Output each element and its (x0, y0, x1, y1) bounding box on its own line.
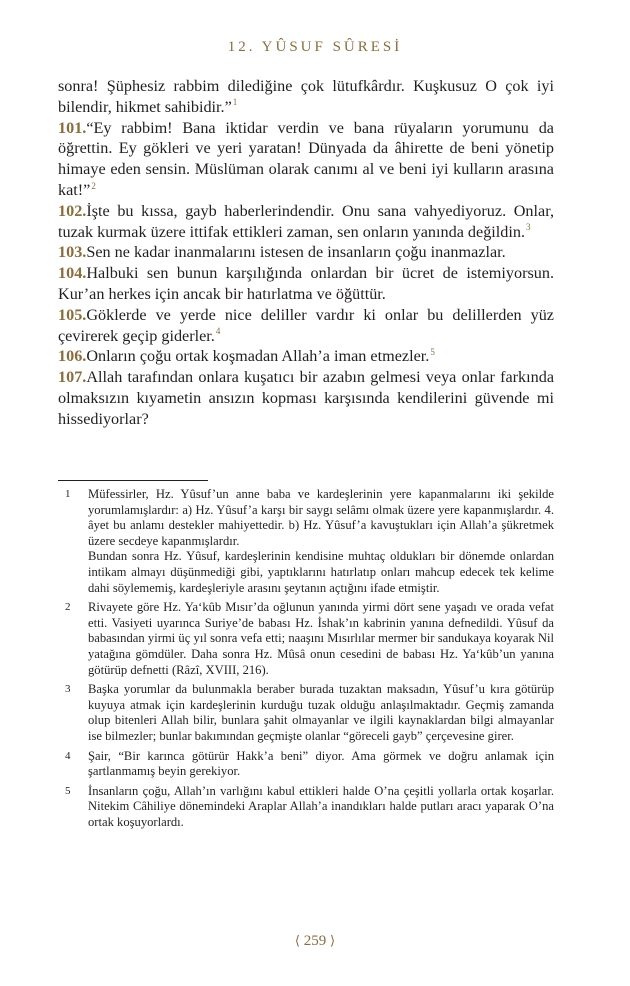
footnote (58, 487, 554, 596)
page-footer (0, 933, 630, 950)
ornament-right-icon: ⟩ (330, 933, 336, 948)
verse-number: 106. (58, 347, 87, 366)
verse-text: Halbuki sen bunun karşılığında onlardan bir ücret de istemiyorsun. Kur’an herkes için ancak bir hatırlatma ve öğüttür. (58, 264, 554, 303)
footnote-reference: 5 (430, 346, 435, 357)
verse (58, 242, 554, 263)
verse-number: 104. (58, 264, 87, 283)
footnote-number: 1 (65, 488, 71, 500)
footnote-text: Bundan sonra Hz. Yûsuf, kardeşlerinin kendisine muhtaç oldukları bir dönemde onlardan intikam almayı düşünmediği gibi, yaptıklarını hatırlatıp onları mahcup edecek tek kelime dahi söylememiş, kardeşleriyle arasını şeytanın açtığını ifade etmiştir. (88, 549, 554, 595)
footnote-number: 3 (65, 683, 71, 696)
footnote-reference: 4 (215, 326, 221, 337)
footnote-text: Rivayete göre Hz. Ya‘kûb Mısır’da oğlunun yanında yirmi dört sene yaşadı ve orada vefat etti. Vasiyeti uyarınca Suriye’de babası Hz. İshak’ın kabrinin yanına defnedildi. Yûsuf da babasından yirmi üç yıl sonra vefa etti; naaşını Mısırlılar mermer bir sandukaya koyarak Nil yatağına gömdüler. Daha sonra Hz. Mûsâ onun cesedini de babası Hz. Ya‘kûb’un yanına götürüp defnetti (Râzî, XVIII, 216). (88, 600, 554, 677)
footnotes (58, 487, 554, 834)
verse-text: “Ey rabbim! Bana iktidar verdin ve bana rüyaların yorumunu da öğrettin. Ey gökleri ve yeri yaratan! Dünyada da âhirette de beni yönetip himaye eden sensin. Müslüman olarak canımı al ve beni iyi kulların arasına kat!” (58, 118, 554, 199)
verse-number: 102. (58, 201, 87, 220)
running-header: 12. YÛSUF SÛRESİ (227, 39, 403, 55)
verse-text: İşte bu kıssa, gayb haberlerindendir. Onu sana vahyediyoruz. Onlar, tuzak kurmak üzere ittifak ettikleri zaman, sen onların yanında değildin. (58, 201, 554, 241)
footnote-number: 4 (65, 749, 71, 762)
footnote (58, 682, 554, 744)
footnote-separator (58, 480, 208, 481)
verse-text: Allah tarafından onlara kuşatıcı bir azabın gelmesi veya onlar farkında olmaksızın kıyametin ansızın kopması karşısında kendilerini güvende mi hissediyorlar? (58, 368, 554, 428)
verse-text: Göklerde ve yerde nice deliller vardır ki onlar bu delillerden yüz çevirerek geçip giderler. (58, 305, 554, 345)
footnote (58, 749, 554, 780)
footnote-text: Şair, “Bir karınca götürür Hakk’a beni” diyor. Ama görmek ve doğru anlamak için şartlanmamış beyin gerekiyor. (88, 748, 554, 779)
verse-number: 107. (58, 368, 87, 387)
footnote-number: 2 (65, 601, 71, 614)
ornament-left-icon: ⟨ (294, 933, 300, 948)
verse-text: sonra! Şüphesiz rabbim dilediğine çok lütufkârdır. Kuşkusuz O çok iyi bilendir, hikmet sahibidir.” (58, 77, 554, 116)
footnote (58, 600, 554, 678)
footnote-text: İnsanların çoğu, Allah’ın varlığını kabul ettikleri halde O’na çeşitli yollarla ortak koşarlar. Nitekim Câhiliye dönemindeki Araplar Allah’a inandıkları halde putları aracı yaparak O’na ortak koşuyorlardı. (88, 783, 554, 829)
verse (58, 263, 554, 305)
verse (58, 118, 554, 201)
footnote-reference: 3 (526, 222, 531, 233)
verse-number: 101. (58, 118, 87, 137)
verse-number: 105. (58, 305, 87, 324)
footnote-text: Müfessirler, Hz. Yûsuf’un anne baba ve kardeşlerinin yere kapanmalarını iki şekilde yorumlamışlardır: a) Hz. Yûsuf’a karşı bir saygı selâmı olmak üzere yere kapanmışlardır. 4. âyet bu anlamı destekler mahiyettedir. b) Hz. Yûsuf’a kavuştukları için Allah’a şükretmek üzere secdeye kapanmışlardır. (88, 487, 554, 548)
main-text (58, 76, 554, 430)
verse (58, 346, 554, 367)
verse-number: 103. (58, 243, 87, 262)
footnote-reference: 2 (91, 180, 96, 191)
page-number: 259 (303, 933, 327, 949)
footnote-text: Başka yorumlar da bulunmakla beraber burada tuzaktan maksadın, Yûsuf’u kıra götürüp kuyuya atmak için kardeşlerinin kurduğu tuzak olduğu anlaşılmaktadır. Geçmiş zamanda olup bitenleri Allah bilir, bunlara şahit olmayanlar ve ilgili kaynaklardan bilgi almayanlar ise bilmezler; bunlar bakımından geçmişte olanlar “göreceli gayb” çerçevesine girer. (88, 682, 554, 743)
verse (58, 201, 554, 243)
verse (58, 305, 554, 347)
verse-text: Sen ne kadar inanmalarını istesen de insanların çoğu inanmazlar. (86, 243, 506, 262)
footnote-reference: 1 (232, 97, 238, 108)
footnote-number: 5 (65, 784, 71, 797)
footnote (58, 784, 554, 831)
verse (58, 367, 554, 429)
verse (58, 76, 554, 118)
verse-text: Onların çoğu ortak koşmadan Allah’a iman etmezler. (86, 347, 430, 366)
